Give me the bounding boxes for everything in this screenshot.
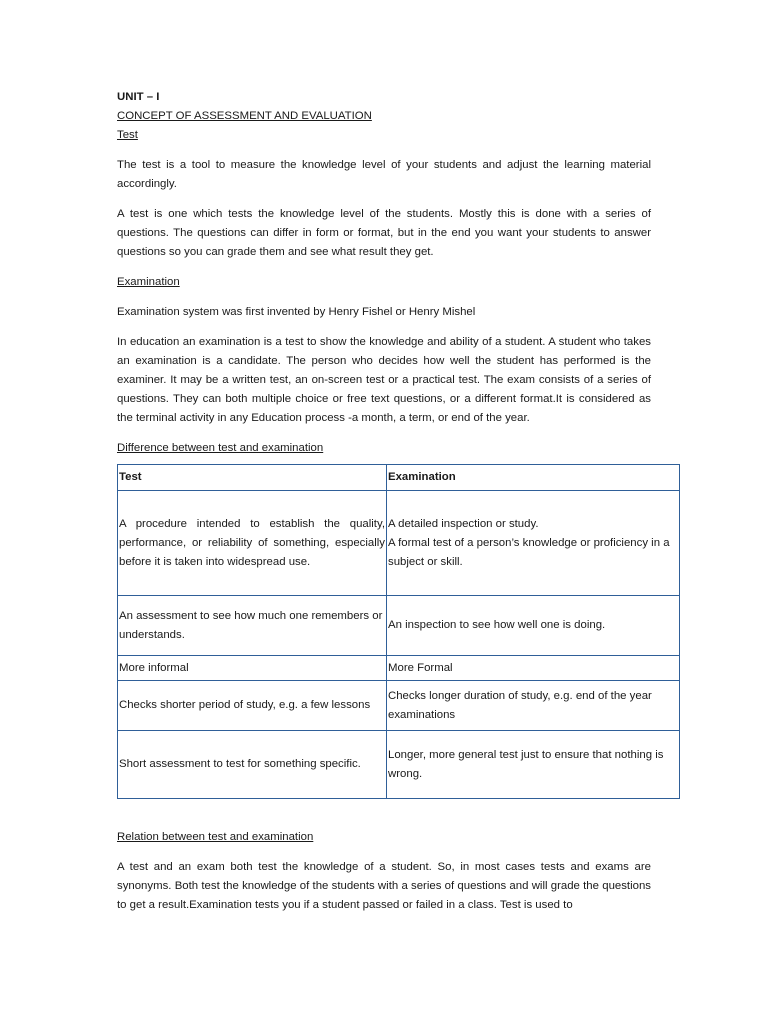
test-paragraph-1: The test is a tool to measure the knowledge level of your students and adjust the learning material accordingly. [117, 159, 651, 190]
table-row [118, 656, 680, 681]
table-cell-examination: Longer, more general test just to ensure that nothing is wrong. [387, 731, 680, 799]
table-row [118, 491, 680, 596]
relation-paragraph: A test and an exam both test the knowledge of a student. So, in most cases tests and exams are synonyms. Both test the knowledge of the students with a series of questions and will grade the questions to get a result.Examination tests you if a student passed or failed in a class. Test is used to [117, 861, 651, 911]
table-cell-test: Checks shorter period of study, e.g. a few lessons [118, 681, 387, 731]
table-cell-test: A procedure intended to establish the quality, performance, or reliability of something, especially before it is taken into widespread use. [118, 491, 387, 596]
difference-table [117, 464, 680, 799]
table-cell-examination: An inspection to see how well one is doing. [387, 596, 680, 656]
examination-paragraph-2: In education an examination is a test to show the knowledge and ability of a student. A student who takes an examination is a candidate. The person who decides how well the student has performed is the examiner. It may be a written test, an on-screen test or a practical test. The exam consists of a series of questions. They can both multiple choice or free text questions, or a different format.It is considered as the terminal activity in any Education process -a month, a term, or end of the year. [117, 336, 651, 424]
table-cell-test: More informal [118, 656, 387, 681]
table-cell-line: A detailed inspection or study. [388, 517, 539, 530]
test-heading: Test [117, 129, 138, 141]
examination-paragraph-1: Examination system was first invented by Henry Fishel or Henry Mishel [117, 306, 476, 318]
table-header-test: Test [118, 465, 387, 491]
unit-heading: UNIT – I [117, 91, 160, 103]
table-cell-test: An assessment to see how much one remembers or understands. [118, 596, 387, 656]
table-header-row [118, 465, 680, 491]
examination-heading: Examination [117, 276, 180, 288]
table-row [118, 731, 680, 799]
relation-heading: Relation between test and examination [117, 831, 314, 843]
table-row [118, 681, 680, 731]
table-header-examination: Examination [387, 465, 680, 491]
table-row [118, 596, 680, 656]
table-cell-line: A formal test of a person’s knowledge or proficiency in a subject or skill. [388, 536, 670, 568]
table-cell-examination: Checks longer duration of study, e.g. end of the year examinations [387, 681, 680, 731]
difference-heading: Difference between test and examination [117, 442, 324, 454]
document-page [117, 88, 670, 915]
concept-heading: CONCEPT OF ASSESSMENT AND EVALUATION [117, 110, 372, 122]
table-cell-examination [387, 491, 680, 596]
table-cell-examination: More Formal [387, 656, 680, 681]
table-cell-test: Short assessment to test for something specific. [118, 731, 387, 799]
test-paragraph-2: A test is one which tests the knowledge level of the students. Mostly this is done with a series of questions. The questions can differ in form or format, but in the end you want your students to answer questions so you can grade them and see what result they get. [117, 208, 651, 258]
